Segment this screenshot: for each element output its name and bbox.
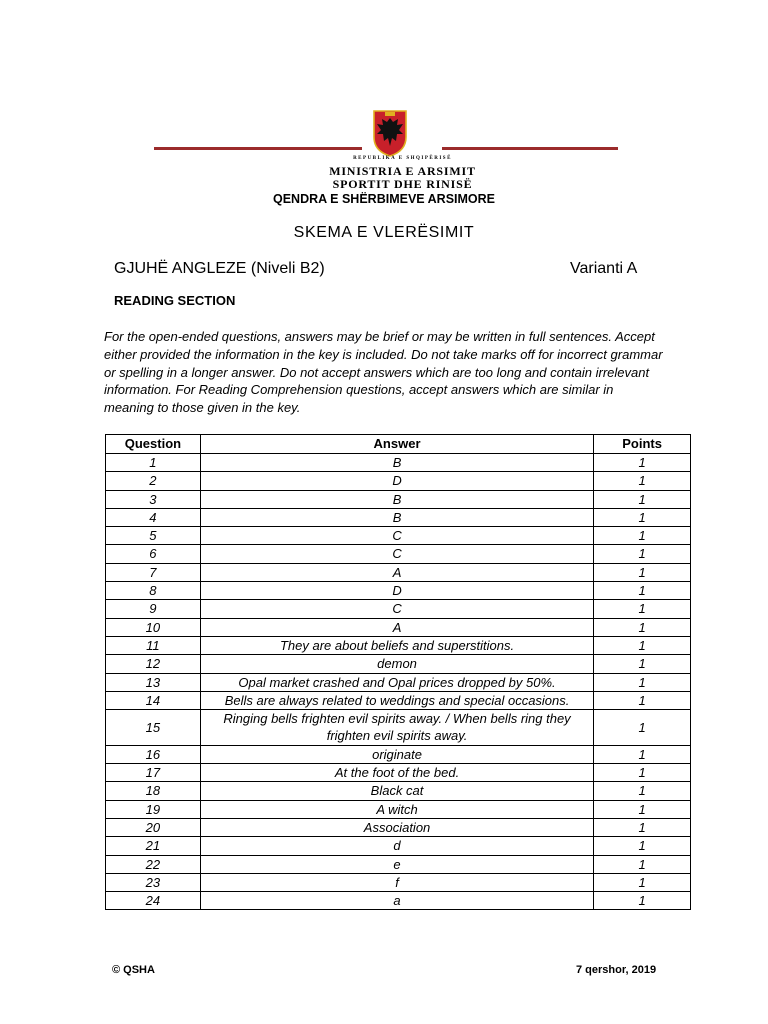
- table-row: [106, 545, 691, 563]
- table-row: [106, 563, 691, 581]
- cell-answer: f: [200, 873, 593, 891]
- cell-points: 1: [594, 892, 691, 910]
- cell-points: 1: [594, 545, 691, 563]
- cell-answer: A witch: [200, 800, 593, 818]
- republic-line: REPUBLIKA E SHQIPËRISË: [353, 156, 452, 161]
- table-header-row: [106, 435, 691, 454]
- cell-points: 1: [594, 782, 691, 800]
- cell-question: 12: [106, 655, 201, 673]
- table-row: [106, 837, 691, 855]
- cell-answer: demon: [200, 655, 593, 673]
- cell-question: 6: [106, 545, 201, 563]
- cell-answer: B: [200, 508, 593, 526]
- cell-question: 8: [106, 582, 201, 600]
- table-row: [106, 472, 691, 490]
- table-row: [106, 618, 691, 636]
- ministry-name-line1: MINISTRIA E ARSIMIT: [329, 164, 476, 178]
- answer-key-table: [105, 434, 691, 910]
- cell-points: 1: [594, 745, 691, 763]
- table-row: [106, 782, 691, 800]
- cell-question: 22: [106, 855, 201, 873]
- cell-points: 1: [594, 636, 691, 654]
- cell-points: 1: [594, 655, 691, 673]
- cell-question: 17: [106, 764, 201, 782]
- cell-answer: e: [200, 855, 593, 873]
- cell-question: 19: [106, 800, 201, 818]
- letterhead-rule-right: [442, 147, 618, 150]
- cell-points: 1: [594, 800, 691, 818]
- cell-points: 1: [594, 710, 691, 746]
- cell-points: 1: [594, 472, 691, 490]
- table-row: [106, 691, 691, 709]
- cell-points: 1: [594, 764, 691, 782]
- cell-answer: At the foot of the bed.: [200, 764, 593, 782]
- cell-answer: Opal market crashed and Opal prices dropped by 50%.: [200, 673, 593, 691]
- table-row: [106, 892, 691, 910]
- cell-points: 1: [594, 454, 691, 472]
- variant-label: Varianti A: [570, 260, 638, 277]
- cell-answer: D: [200, 582, 593, 600]
- cell-answer: a: [200, 892, 593, 910]
- table-row: [106, 855, 691, 873]
- cell-answer: Black cat: [200, 782, 593, 800]
- cell-question: 10: [106, 618, 201, 636]
- column-header-points: Points: [594, 435, 691, 454]
- cell-question: 11: [106, 636, 201, 654]
- cell-answer: D: [200, 472, 593, 490]
- cell-question: 23: [106, 873, 201, 891]
- column-header-question: Question: [106, 435, 201, 454]
- table-row: [106, 710, 691, 746]
- cell-answer: Association: [200, 818, 593, 836]
- cell-answer: C: [200, 600, 593, 618]
- footer-copyright: © QSHA: [112, 964, 155, 976]
- cell-question: 24: [106, 892, 201, 910]
- table-row: [106, 636, 691, 654]
- table-row: [106, 454, 691, 472]
- cell-points: 1: [594, 600, 691, 618]
- cell-answer: C: [200, 527, 593, 545]
- cell-answer: originate: [200, 745, 593, 763]
- cell-answer: d: [200, 837, 593, 855]
- cell-answer: A: [200, 618, 593, 636]
- footer-date: 7 qershor, 2019: [576, 964, 657, 976]
- cell-question: 18: [106, 782, 201, 800]
- cell-question: 16: [106, 745, 201, 763]
- cell-answer: B: [200, 490, 593, 508]
- cell-answer: B: [200, 454, 593, 472]
- cell-question: 3: [106, 490, 201, 508]
- cell-points: 1: [594, 618, 691, 636]
- table-row: [106, 800, 691, 818]
- column-header-answer: Answer: [200, 435, 593, 454]
- center-name: QENDRA E SHËRBIMEVE ARSIMORE: [272, 192, 495, 206]
- cell-question: 1: [106, 454, 201, 472]
- ministry-name-line2: SPORTIT DHE RINISË: [332, 177, 473, 191]
- cell-answer: C: [200, 545, 593, 563]
- cell-question: 20: [106, 818, 201, 836]
- document-title: SKEMA E VLERËSIMIT: [293, 224, 475, 241]
- cell-points: 1: [594, 673, 691, 691]
- cell-question: 21: [106, 837, 201, 855]
- albanian-eagle-emblem-icon: [370, 109, 410, 157]
- cell-points: 1: [594, 855, 691, 873]
- table-row: [106, 600, 691, 618]
- cell-points: 1: [594, 582, 691, 600]
- table-row: [106, 490, 691, 508]
- cell-answer: They are about beliefs and superstitions.: [200, 636, 593, 654]
- cell-points: 1: [594, 490, 691, 508]
- letterhead: [150, 95, 655, 190]
- table-row: [106, 582, 691, 600]
- cell-points: 1: [594, 818, 691, 836]
- cell-points: 1: [594, 691, 691, 709]
- table-row: [106, 508, 691, 526]
- letterhead-rule-left: [154, 147, 362, 150]
- table-row: [106, 655, 691, 673]
- cell-question: 15: [106, 710, 201, 746]
- cell-question: 14: [106, 691, 201, 709]
- table-row: [106, 873, 691, 891]
- cell-question: 9: [106, 600, 201, 618]
- table-row: [106, 673, 691, 691]
- cell-question: 2: [106, 472, 201, 490]
- cell-points: 1: [594, 873, 691, 891]
- cell-points: 1: [594, 527, 691, 545]
- table-row: [106, 818, 691, 836]
- cell-question: 13: [106, 673, 201, 691]
- cell-question: 5: [106, 527, 201, 545]
- table-row: [106, 764, 691, 782]
- table-row: [106, 527, 691, 545]
- cell-answer: Bells are always related to weddings and special occasions.: [200, 691, 593, 709]
- instructions-paragraph: For the open-ended questions, answers may be brief or may be written in full sentences. Accept either provided the information in the key is included. Do not take marks off for incorrect grammar or spelling in a longer answer. Do not accept answers which are too long and contain irrelevant information. For Reading Comprehension questions, accept answers which are similar in meaning to those given in the key.: [104, 329, 663, 416]
- cell-answer: A: [200, 563, 593, 581]
- cell-question: 7: [106, 563, 201, 581]
- subject-label: GJUHË ANGLEZE (Niveli B2): [114, 260, 325, 277]
- cell-answer: Ringing bells frighten evil spirits away. / When bells ring they frighten evil spirits away.: [200, 710, 593, 746]
- cell-points: 1: [594, 563, 691, 581]
- cell-points: 1: [594, 508, 691, 526]
- cell-points: 1: [594, 837, 691, 855]
- table-row: [106, 745, 691, 763]
- answer-key-body: [106, 454, 691, 910]
- cell-question: 4: [106, 508, 201, 526]
- section-heading: READING SECTION: [114, 293, 236, 308]
